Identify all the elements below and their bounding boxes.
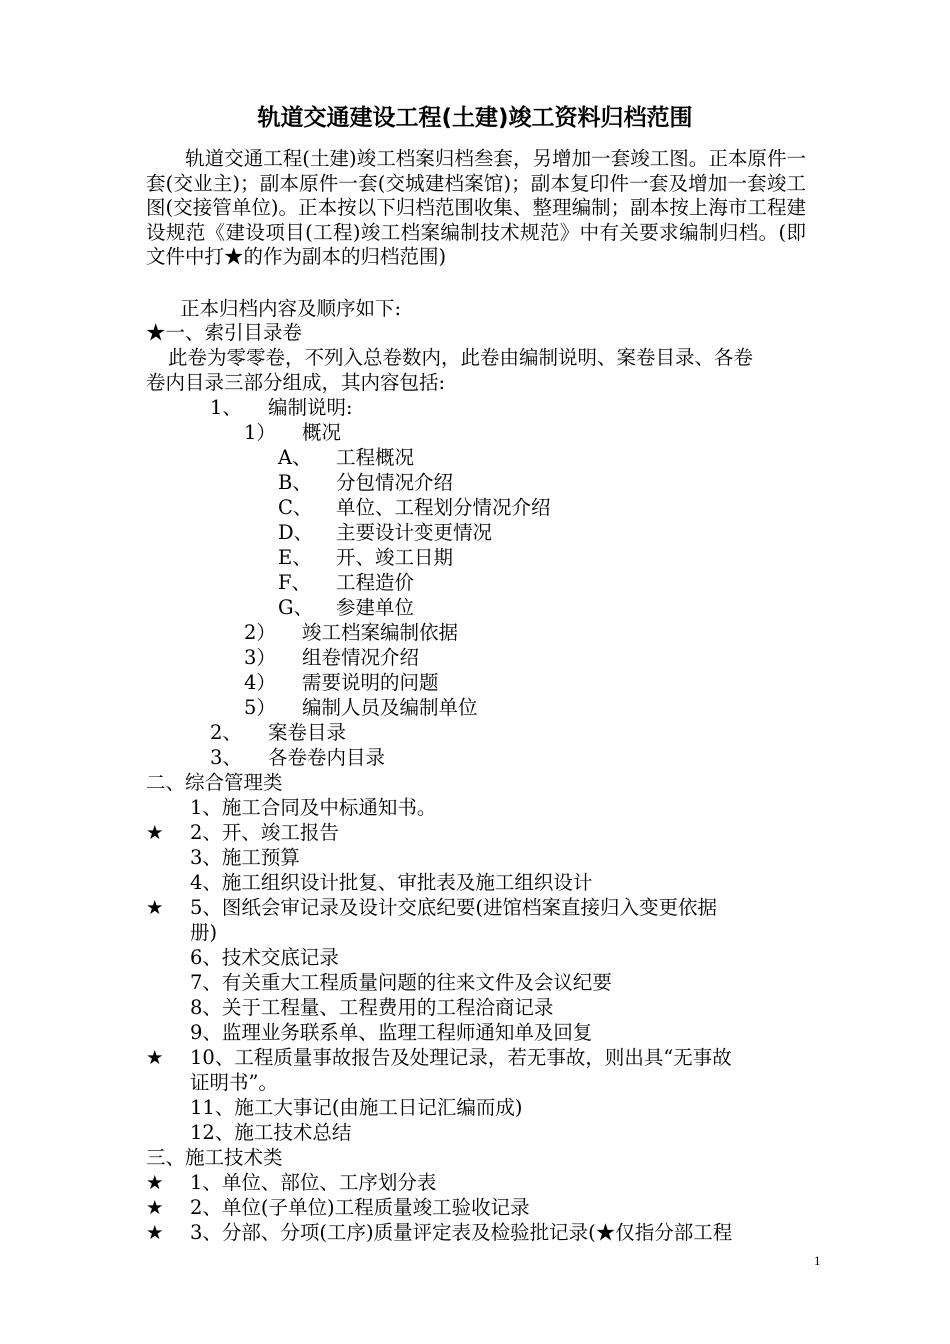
list-item: 竣工档案编制依据 (302, 621, 459, 644)
list-item: 6、技术交底记录 (190, 946, 339, 969)
item-number: C、 (278, 496, 313, 519)
star-icon: ★ (146, 821, 164, 844)
document-title: 轨道交通建设工程(土建)竣工资料归档范围 (257, 105, 693, 131)
list-item: 3、分部、分项(工序)质量评定表及检验批记录(★仅指分部工程 (190, 1221, 733, 1244)
page-number: 1 (814, 1253, 821, 1268)
item-number: 2、 (210, 721, 242, 744)
list-item: 1、单位、部位、工序划分表 (190, 1171, 437, 1194)
item-number: F、 (278, 571, 312, 594)
item-number: B、 (278, 471, 312, 494)
item-number: 1、 (210, 396, 242, 419)
list-item: 1、施工合同及中标通知书。 (190, 796, 437, 819)
list-item: 11、施工大事记(由施工日记汇编而成) (190, 1096, 523, 1119)
list-item-continuation: 册) (190, 921, 218, 944)
section-1-desc-line2: 卷内目录三部分组成，其内容包括: (146, 371, 446, 394)
item-number: 2） (244, 621, 276, 644)
list-item: 组卷情况介绍 (302, 646, 420, 669)
item-number: G、 (278, 596, 314, 619)
list-item: 3、施工预算 (190, 846, 300, 869)
list-item: 各卷卷内目录 (268, 746, 386, 769)
order-heading: 正本归档内容及顺序如下: (180, 297, 402, 320)
item-number: 3、 (210, 746, 242, 769)
star-icon: ★ (146, 1046, 164, 1069)
list-item: 10、工程质量事故报告及处理记录，若无事故，则出具“无事故 (190, 1046, 732, 1069)
list-item: 工程概况 (336, 446, 415, 469)
list-item: 参建单位 (336, 596, 415, 619)
item-number: 4） (244, 671, 276, 694)
list-item: 工程造价 (336, 571, 415, 594)
item-number: E、 (278, 546, 312, 569)
section-3-heading: 三、施工技术类 (146, 1146, 283, 1169)
list-item: 主要设计变更情况 (336, 521, 493, 544)
list-item: 2、开、竣工报告 (190, 821, 339, 844)
star-icon: ★ (146, 1196, 164, 1219)
list-item: 9、监理业务联系单、监理工程师通知单及回复 (190, 1021, 593, 1044)
list-item: 开、竣工日期 (336, 546, 454, 569)
section-2-heading: 二、综合管理类 (146, 771, 283, 794)
list-item: 8、关于工程量、工程费用的工程洽商记录 (190, 996, 554, 1019)
item-number: 5） (244, 696, 276, 719)
list-item: 编制人员及编制单位 (302, 696, 478, 719)
star-icon: ★ (146, 896, 164, 919)
list-item-continuation: 证明书”。 (190, 1071, 278, 1094)
list-item: 4、施工组织设计批复、审批表及施工组织设计 (190, 871, 593, 894)
item-number: 1） (244, 421, 276, 444)
section-1-heading: ★一、索引目录卷 (146, 321, 303, 344)
star-icon: ★ (146, 1221, 164, 1244)
item-number: D、 (278, 521, 314, 544)
list-item: 2、单位(子单位)工程质量竣工验收记录 (190, 1196, 530, 1219)
list-item: 分包情况介绍 (336, 471, 454, 494)
intro-paragraph: 轨道交通工程(土建)竣工档案归档叁套，另增加一套竣工图。正本原件一套(交业主)；副本原件一套(交城建档案馆)；副本复印件一套及增加一套竣工图(交接管单位)。正本按以下归档范围收集、整理编制；副本按上海市工程建设规范《建设项目(工程)竣工档案编制技术规范》中有关要求编制归档。(即文件中打★的作为副本的归档范围) (146, 147, 806, 269)
list-item: 案卷目录 (268, 721, 347, 744)
list-item: 需要说明的问题 (302, 671, 439, 694)
list-item: 7、有关重大工程质量问题的往来文件及会议纪要 (190, 971, 612, 994)
list-item: 12、施工技术总结 (190, 1121, 352, 1144)
section-1-desc-line1: 此卷为零零卷，不列入总卷数内，此卷由编制说明、案卷目录、各卷 (168, 346, 754, 369)
star-icon: ★ (146, 1171, 164, 1194)
item-number: A、 (278, 446, 312, 469)
list-item: 概况 (302, 421, 342, 444)
list-item: 编制说明: (268, 396, 353, 419)
list-item: 5、图纸会审记录及设计交底纪要(进馆档案直接归入变更依据 (190, 896, 718, 919)
item-number: 3） (244, 646, 276, 669)
list-item: 单位、工程划分情况介绍 (336, 496, 551, 519)
